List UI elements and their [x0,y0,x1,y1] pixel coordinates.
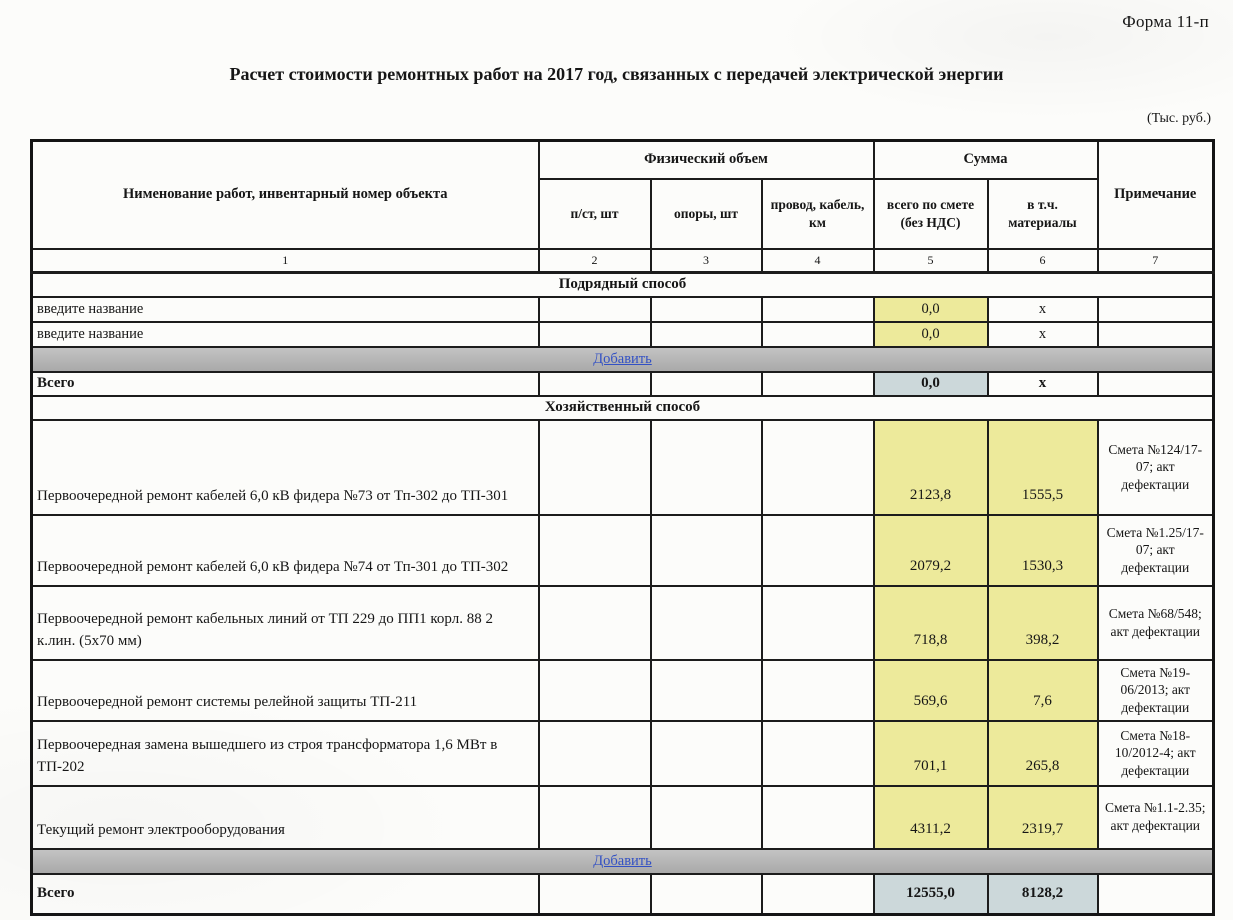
empty-cell [762,586,874,660]
work-name-cell[interactable]: Первоочередной ремонт кабельных линий от ТП 229 до ПП1 корл. 88 2 к.лин. (5х70 мм) [32,586,539,660]
work-name-cell[interactable]: Первоочередной ремонт системы релейной защиты ТП-211 [32,660,539,721]
header-row-groups [32,141,1214,179]
section-title-economic: Хозяйственный способ [32,396,1214,420]
form-number-label: Форма 11-п [1122,12,1209,31]
estimate-total-input[interactable]: 2079,2 [874,515,988,586]
empty-cell [539,515,651,586]
note-cell: Смета №1.1-2.35; акт дефектации [1098,786,1214,849]
empty-cell [651,515,762,586]
table-row [32,586,1214,660]
materials-input[interactable]: 398,2 [988,586,1098,660]
header-name-col: Нименование работ, инвентарный номер объекта [32,141,539,249]
column-number: 4 [762,249,874,273]
grand-total-estimate-value: 12555,0 [874,874,988,915]
empty-cell [651,786,762,849]
empty-cell [762,660,874,721]
total-row-contract [32,372,1214,396]
add-row-band [32,347,1214,372]
header-wire-cable-col: провод, кабель, км [762,179,874,249]
empty-cell [762,721,874,786]
add-row-band [32,849,1214,874]
table-row [32,721,1214,786]
empty-cell [1098,322,1214,347]
header-total-estimate-col: всего по смете (без НДС) [874,179,988,249]
add-row-economic [32,849,1214,874]
note-cell: Смета №19-06/2013; акт дефектации [1098,660,1214,721]
materials-input[interactable]: 2319,7 [988,786,1098,849]
empty-cell [651,322,762,347]
table-row [32,297,1214,322]
column-number: 5 [874,249,988,273]
header-physical-volume-group: Физический объем [539,141,874,179]
materials-input[interactable]: 1530,3 [988,515,1098,586]
empty-cell [1098,874,1214,915]
estimate-total-input[interactable]: 0,0 [874,322,988,347]
empty-cell [651,297,762,322]
estimate-total-input[interactable]: 0,0 [874,297,988,322]
empty-cell [539,721,651,786]
estimate-total-input[interactable]: 718,8 [874,586,988,660]
empty-cell [651,721,762,786]
column-numbers-row [32,249,1214,273]
total-label: Всего [32,372,539,396]
page-title: Расчет стоимости ремонтных работ на 2017 год, связанных с передачей электрической энергии [229,64,1004,84]
work-name-cell[interactable]: Первоочередной ремонт кабелей 6,0 кВ фидера №74 от Тп-301 до ТП-302 [32,515,539,586]
estimate-total-input[interactable]: 4311,2 [874,786,988,849]
empty-cell [539,420,651,515]
materials-input[interactable]: 1555,5 [988,420,1098,515]
work-name-cell[interactable]: Текущий ремонт электрооборудования [32,786,539,849]
cost-table [30,139,1215,916]
table-row [32,786,1214,849]
empty-cell [539,297,651,322]
table-row [32,515,1214,586]
header-substations-col: п/ст, шт [539,179,651,249]
empty-cell [539,786,651,849]
empty-cell [762,372,874,396]
note-cell: Смета №68/548; акт дефектации [1098,586,1214,660]
empty-cell [539,322,651,347]
estimate-total-input[interactable]: 569,6 [874,660,988,721]
work-name-cell[interactable]: Первоочередной ремонт кабелей 6,0 кВ фидера №73 от Тп-302 до ТП-301 [32,420,539,515]
table-row [32,420,1214,515]
empty-cell [1098,372,1214,396]
column-number: 2 [539,249,651,273]
empty-cell [762,786,874,849]
empty-cell [762,874,874,915]
note-cell: Смета №124/17-07; акт дефектации [1098,420,1214,515]
empty-cell [539,660,651,721]
table-row [32,660,1214,721]
empty-cell [651,586,762,660]
note-cell: Смета №1.25/17-07; акт дефектации [1098,515,1214,586]
empty-cell [651,874,762,915]
grand-total-materials-value: 8128,2 [988,874,1098,915]
total-label: Всего [32,874,539,915]
column-number: 1 [32,249,539,273]
materials-cell: x [988,297,1098,322]
column-number: 7 [1098,249,1214,273]
empty-cell [539,586,651,660]
empty-cell [762,297,874,322]
add-row-contract [32,347,1214,372]
empty-cell [762,420,874,515]
estimate-total-input[interactable]: 701,1 [874,721,988,786]
empty-cell [651,372,762,396]
section-title-contract: Подрядный способ [32,272,1214,297]
materials-input[interactable]: 265,8 [988,721,1098,786]
estimate-total-input[interactable]: 2123,8 [874,420,988,515]
materials-input[interactable]: 7,6 [988,660,1098,721]
header-materials-col: в т.ч. материалы [988,179,1098,249]
add-button[interactable]: Добавить [593,853,652,869]
header-supports-col: опоры, шт [651,179,762,249]
column-number: 6 [988,249,1098,273]
empty-cell [651,420,762,515]
work-name-cell[interactable]: Первоочередная замена вышедшего из строя трансформатора 1,6 МВт в ТП-202 [32,721,539,786]
materials-cell: x [988,322,1098,347]
add-button[interactable]: Добавить [593,351,652,367]
header-note-col: Примечание [1098,141,1214,249]
empty-cell [762,515,874,586]
empty-cell [651,660,762,721]
empty-cell [539,372,651,396]
units-label: (Тыс. руб.) [1146,111,1211,126]
section-row-economic [32,396,1214,420]
section-row-contract [32,272,1214,297]
note-cell: Смета №18-10/2012-4; акт дефектации [1098,721,1214,786]
total-row-economic [32,874,1214,915]
table-row [32,322,1214,347]
total-estimate-value: 0,0 [874,372,988,396]
empty-cell [539,874,651,915]
work-name-input[interactable]: введите название [32,297,539,322]
column-number: 3 [651,249,762,273]
total-materials-value: x [988,372,1098,396]
empty-cell [1098,297,1214,322]
header-sum-group: Сумма [874,141,1098,179]
empty-cell [762,322,874,347]
work-name-input[interactable]: введите название [32,322,539,347]
